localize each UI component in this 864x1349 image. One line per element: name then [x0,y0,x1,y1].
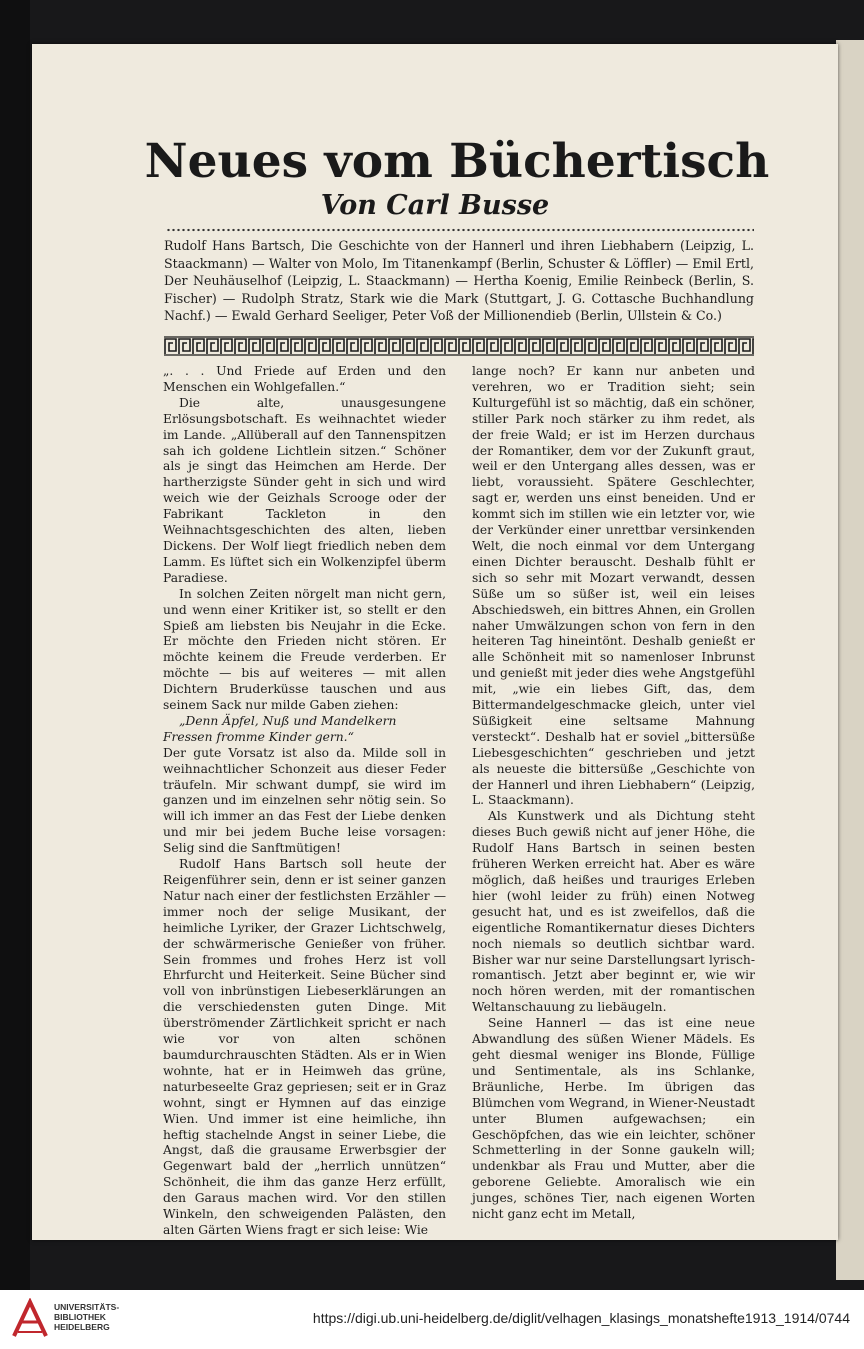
dotted-rule [166,227,754,233]
book-spine-edge [0,0,30,1290]
right-column [472,364,755,1234]
title-text: Neues vom Büchertisch [144,133,770,189]
library-name-line: BIBLIOTHEK [54,1312,106,1322]
article-title [144,132,770,190]
reviewed-books-list: Rudolf Hans Bartsch, Die Geschichte von der Hannerl und ihren Liebhabern (Leipzig, L. Staackmann) — Walter von Molo, Im Titanenkampf (Berlin, Schuster & Löffler) — Emil Ertl, Der Neuhäuselhof (Leipzig, L. Staackmann) — Hertha Koenig, Emilie Reinbeck (Berlin, S. Fischer) — Rudolph Stratz, Stark wie die Mark (Stuttgart, J. G. Cottasche Buchhandlung Nachf.) — Ewald Gerhard Seeliger, Peter Voß der Millionendieb (Berlin, Ullstein & Co.) [164,238,754,324]
paragraph: lange noch? Er kann nur anbeten und verehren, wo er Tradition sieht; sein Kulturgefühl ist so mächtig, daß ein schöner, stiller Park noch stärker zu ihm redet, als der freie Wald; er ist im Herzen durchaus der Romantiker, dem vor der Zukunft graut, weil er den Untergang alles dessen, was er liebt, voraussieht. Spätere Geschlechter, sagt er, werden uns einst beneiden. Und er kommt sich im stillen wie ein letzter vor, wie der Verkünder einer unrettbar versinkenden Welt, die noch einmal vor dem Untergang einen Dichter berauscht. Deshalb fühlt er sich so sehr mit Mozart verwandt, dessen Süße um so süßer ist, weil ein leises Abschiedsweh, ein bittres Ahnen, ein Grollen naher Umwälzungen schon von fern in den heiteren Tag hineintönt. Deshalb genießt er alle Schönheit mit so namenloser Inbrunst und genießt mit jeder dies wehe Angstgefühl mit, „wie ein liebes Gift, das, dem Bittermandelgeschmacke gleich, unter viel Süßigkeit eine seltsame Mahnung versteckt“. Deshalb hat er soviel „bittersüße Liebesgeschichten“ geschrieben und jetzt als neueste die bittersüße „Geschichte von der Hannerl und ihren Liebhabern“ (Leipzig, L. Staackmann). [472,364,755,808]
paragraph: Als Kunstwerk und als Dichtung steht dieses Buch gewiß nicht auf jener Höhe, die Rudolf Hans Bartsch in seinen besten früheren Werken erreicht hat. Aber es wäre möglich, daß heißes und trauriges Erleben hier (wohl leider zu früh) einen Notweg gesucht hat, und es ist zweifellos, daß die eigentliche Romantikernatur dieses Dichters noch niemals so deutlich sichtbar ward. Bisher war nur seine Darstellungsart lyrisch-romantisch. Jetzt aber beginnt er, wie wir noch hören werden, mit der romantischen Weltanschauung zu liebäugeln. [472,809,755,1015]
book-page [32,44,838,1240]
library-footer-bar [0,1290,864,1349]
author-byline: Von Carl Busse [320,190,550,221]
heidelberg-library-logo-icon[interactable] [10,1298,50,1340]
left-column [163,364,446,1237]
library-name-line: UNIVERSITÄTS- [54,1302,120,1312]
paragraph: „Denn Äpfel, Nuß und Mandelkern Fressen fromme Kinder gern.“ [163,713,397,744]
decorative-border [164,336,754,356]
paragraph: Seine Hannerl — das ist eine neue Abwandlung des süßen Wiener Mädels. Es geht diesmal weniger ins Blonde, Füllige und Sentimentale, als ins Schlanke, Bräunliche, Herbe. Im übrigen das Blümchen vom Wegrand, in Wiener-Neustadt unter Blumen aufgewachsen; ein Geschöpfchen, das wie ein leichter, schöner Schmetterling in der Sonne gaukeln will; undenkbar als Frau und Mutter, aber die geborene Geliebte. Amoralisch wie ein junges, schönes Tier, nach eigenen Worten nicht ganz echt im Metall, [472,1016,755,1222]
next-page-edge [836,40,864,1280]
paragraph: „. . . Und Friede auf Erden und den Menschen ein Wohlgefallen.“ [163,364,446,394]
permalink-url[interactable]: https://digi.ub.uni-heidelberg.de/diglit/velhagen_klasings_monatshefte1913_1914/0744 [312,1310,850,1326]
paragraph: In solchen Zeiten nörgelt man nicht gern, und wenn einer Kritiker ist, so stellt er den Spieß am liebsten bis Neujahr in die Ecke. Er möchte den Frieden nicht stören. Er möchte keinem die Freude verderben. Er möchte — bis auf weiteres — mit allen Dichtern Bruderküsse tauschen und aus seinem Sack nur milde Gaben ziehen: [163,586,446,713]
paragraph: Der gute Vorsatz ist also da. Milde soll in weihnachtlicher Schonzeit aus dieser Feder träufeln. Mir schwant dumpf, sie wird im ganzen und im einzelnen sehr nötig sein. So will ich immer an das Fest der Liebe denken und mir bei jedem Buche leise vorsagen: Selig sind die Sanftmütigen! [163,745,446,856]
paragraph: Rudolf Hans Bartsch soll heute der Reigenführer sein, denn er ist seiner ganzen Natur nach einer der festlichsten Erzähler — immer noch der selige Musikant, der heimliche Lyriker, der Grazer Lichtschwelg, der schwärmerische Genießer von früher. Sein frommes und frohes Herz ist voll Ehrfurcht und Heiterkeit. Seine Bücher sind voll von inbrünstigen Liebeserklärungen an die verschiedensten guten Dinge. Mit überströmender Zärtlichkeit spricht er nach wie vor von alten schönen baumdurchrauschten Städten. Als er in Wien wohnte, hat er in Heimweh das grüne, naturbeseelte Graz gepriesen; seit er in Graz wohnt, singt er Hymnen auf das einzige Wien. Und immer ist eine heimliche, ihn heftig stachelnde Angst in seiner Liebe, die Angst, daß die grausame Erwerbsgier der Gegenwart bald der „herrlich unnützen“ Schönheit, die ihm das ganze Herz erfüllt, den Garaus machen wird. Vor den stillen Winkeln, den schweigenden Palästen, den alten Gärten Wiens fragt er sich leise: Wie [163,857,446,1237]
paragraph: Die alte, unausgesungene Erlösungsbotschaft. Es weihnachtet wieder im Lande. „Allüberall auf den Tannenspitzen sah ich goldene Lichtlein sitzen.“ Schöner als je singt das Heimchen am Herde. Der hartherzigste Sünder geht in sich und wird weich wie der Geizhals Scrooge oder der Fabrikant Tackleton in den Weihnachtsgeschichten des alten, lieben Dickens. Der Wolf liegt friedlich neben dem Lamm. Es lüftet sich ein Wolkenzipfel überm Paradiese. [163,395,446,585]
library-name [54,1302,119,1332]
library-name-line: HEIDELBERG [54,1322,110,1332]
article-body [163,364,755,1237]
